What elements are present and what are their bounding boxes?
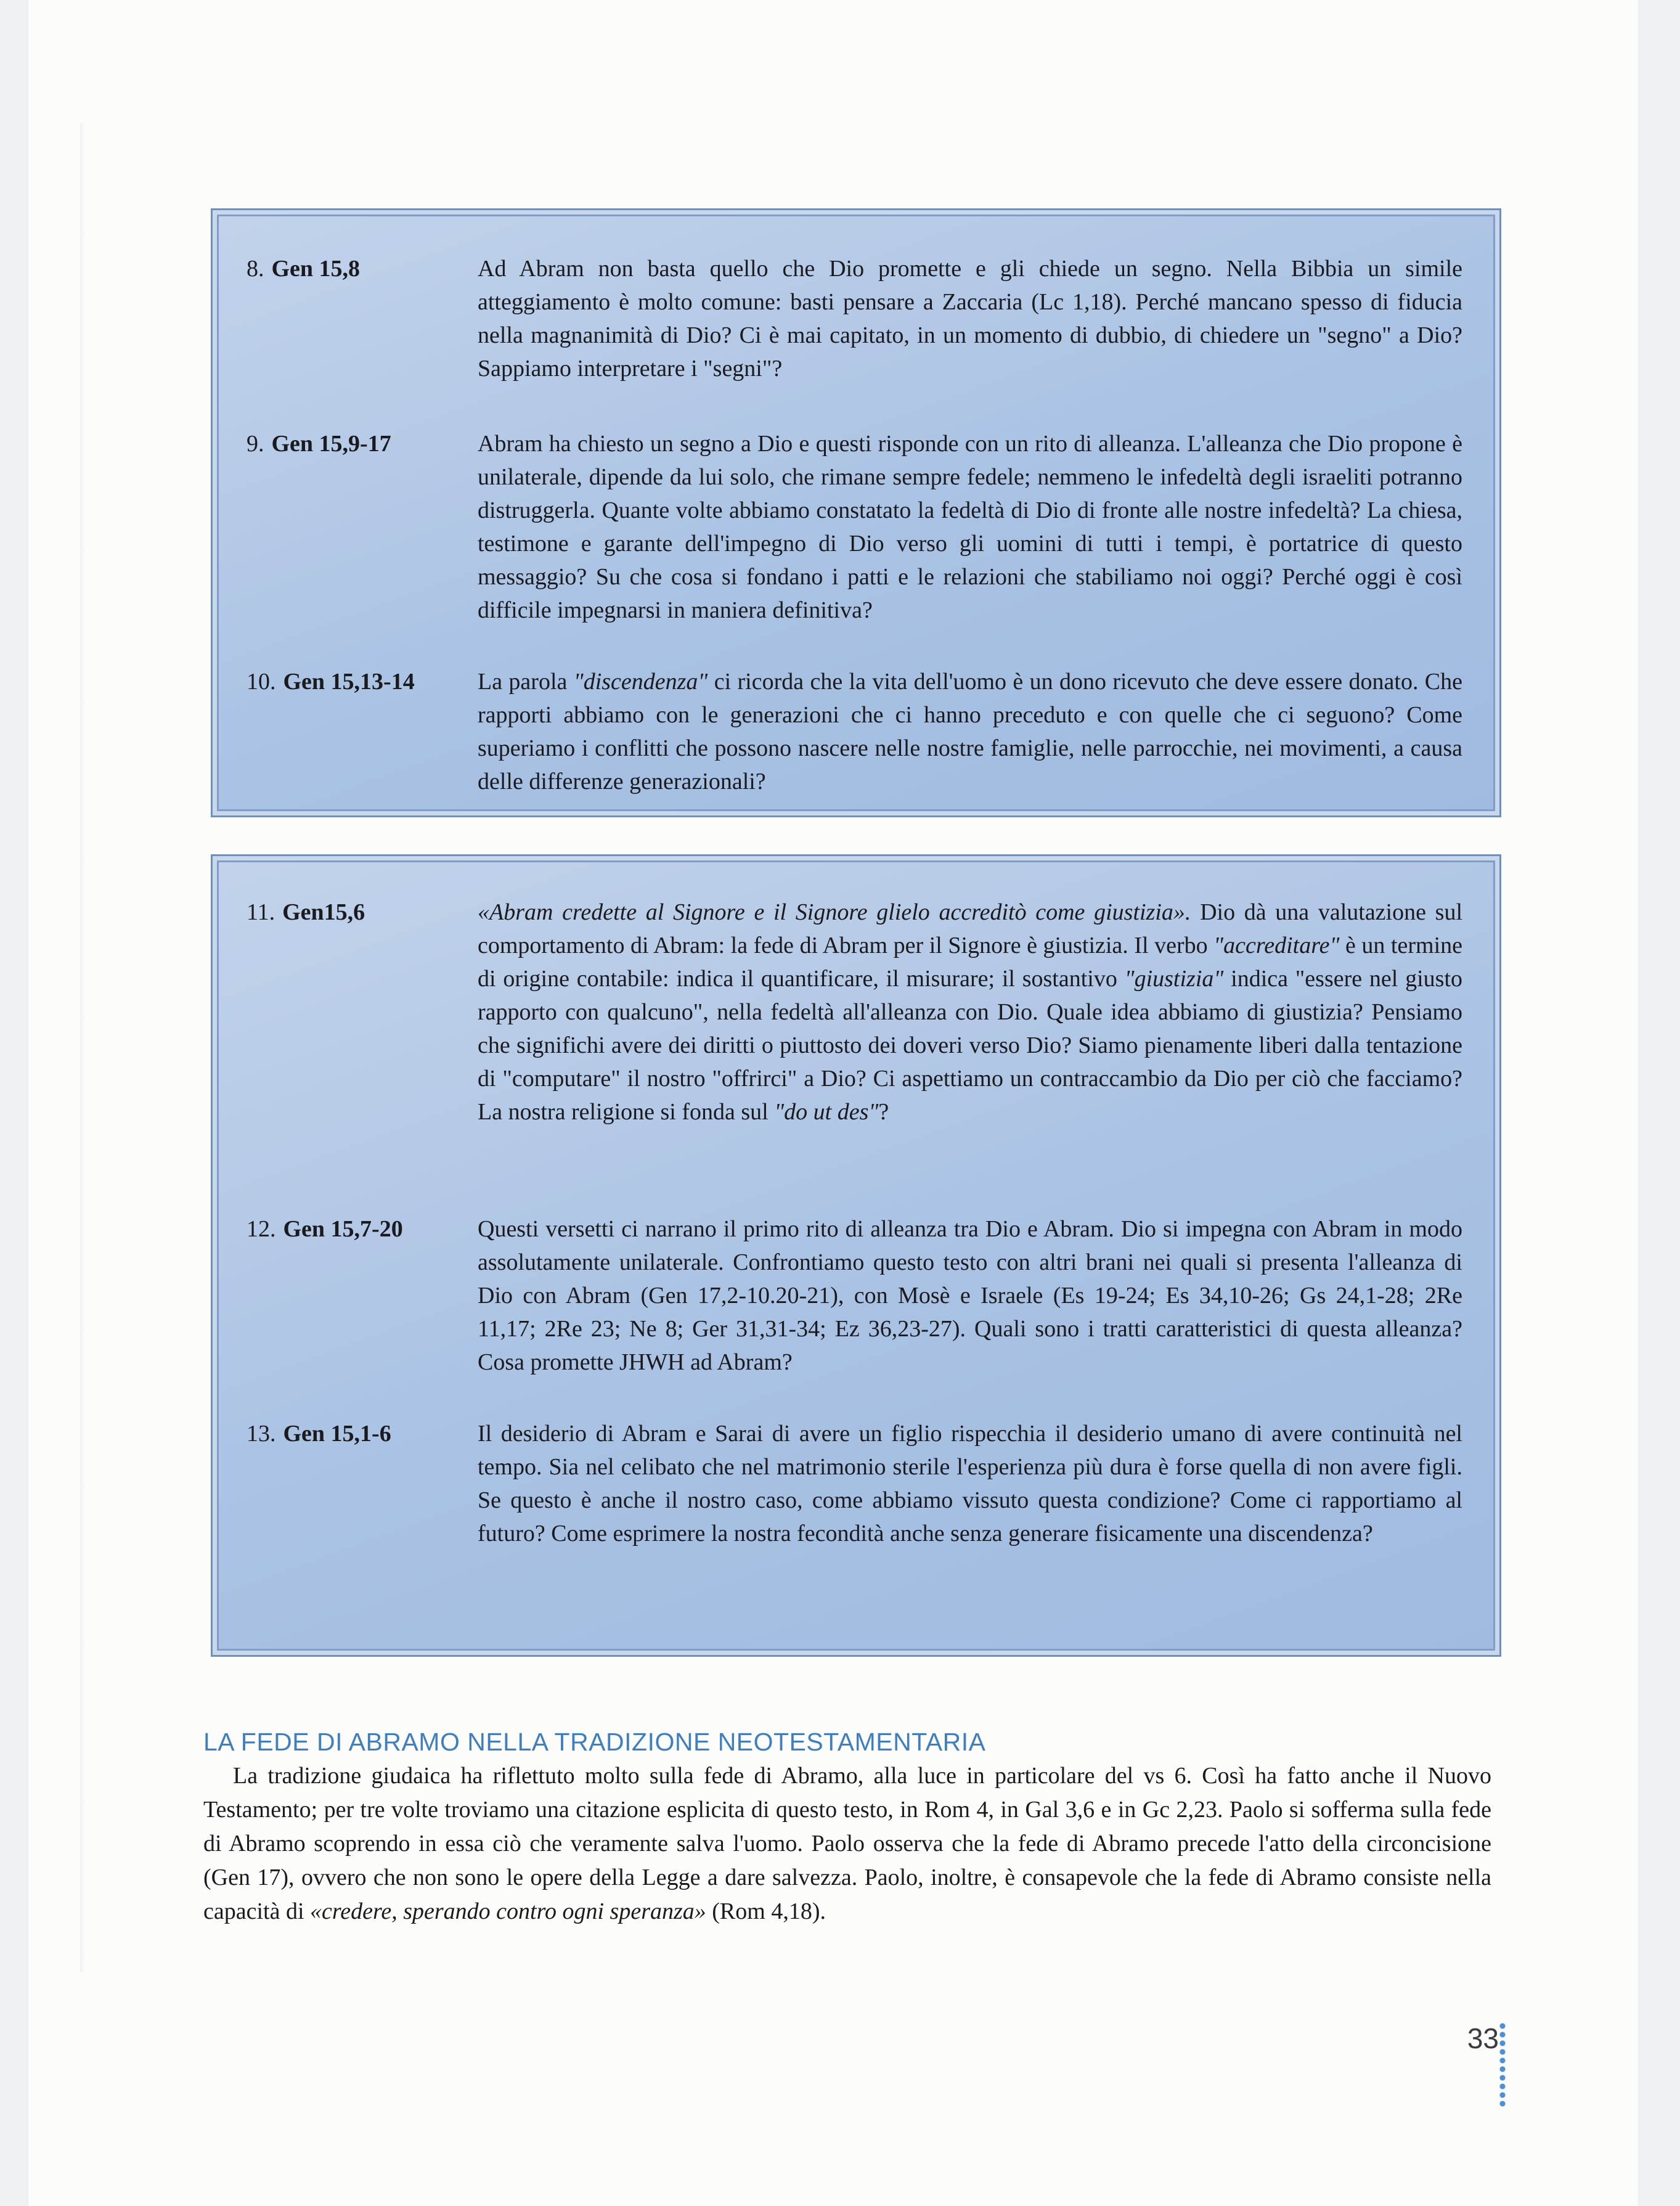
question-text: [478, 665, 1462, 798]
italic-term: "do ut des": [774, 1099, 879, 1125]
question-reference: [247, 1212, 468, 1246]
question-box-2: [211, 854, 1501, 1657]
text-segment: ci ricorda che la vita dell'uomo è un dono ricevuto che deve essere donato. Che rapporti abbiamo con le generazioni che ci hanno preceduto e con quelle che ci seguono? Come superiamo i conflitti che possono nascere nelle nostre famiglie, nelle parrocchie, nei movimenti, a causa delle differenze generazionali?: [478, 669, 1463, 795]
question-text: Questi versetti ci narrano il primo rito di alleanza tra Dio e Abram. Dio si impegna con Abram in modo assolutamente unilaterale. Confrontiamo questo testo con altri brani nei quali si presenta l'alleanza di Dio con Abram (Gen 17,2-10.20-21), con Mosè e Israele (Es 19-24; Es 34,10-26; Gs 24,1-28; 2Re 11,17; 2Re 23; Ne 8; Ger 31,31-34; Ez 36,23-27). Quali sono i tratti caratteristici di questa alleanza? Cosa promette JHWH ad Abram?: [478, 1216, 1462, 1375]
question-number: 11.: [247, 899, 275, 925]
text-segment: (Rom 4,18).: [706, 1898, 826, 1924]
bible-citation: Gen 15,8: [271, 256, 361, 282]
section-heading: LA FEDE DI ABRAMO NELLA TRADIZIONE NEOTESTAMENTARIA: [203, 1728, 986, 1756]
question-number: 13.: [247, 1421, 276, 1447]
question-reference: [247, 665, 468, 698]
question-number: 8.: [247, 256, 264, 282]
question-reference: [247, 896, 468, 929]
section-paragraph: [203, 1759, 1491, 1929]
bible-citation: Gen 15,13-14: [283, 669, 415, 695]
italic-term: "discendenza": [573, 669, 708, 695]
question-box-1: [211, 208, 1501, 817]
page-gutter-shadow: [80, 123, 85, 1972]
italic-term: "giustizia": [1124, 966, 1224, 992]
question-text: [478, 896, 1462, 1129]
bible-citation: Gen15,6: [282, 899, 365, 925]
bible-citation: Gen 15,9-17: [271, 431, 391, 457]
text-segment: Dio dà una valutazione sul comportamento di Abram: la fede di Abram per il Signore è giustizia. Il verbo: [478, 899, 1462, 958]
italic-quote: «credere, sperando contro ogni speranza»: [310, 1898, 706, 1924]
italic-term: "accreditare": [1213, 933, 1340, 958]
question-text: Ad Abram non basta quello che Dio promette e gli chiede un segno. Nella Bibbia un simile atteggiamento è molto comune: basti pensare a Zaccaria (Lc 1,18). Perché mancano spesso di fiducia nella magnanimità di Dio? Ci è mai capitato, in un momento di dubbio, di chiedere un "segno" a Dio? Sappiamo interpretare i "segni"?: [478, 256, 1462, 382]
page-number-dotted-rule: [1499, 2022, 1506, 2108]
question-number: 9.: [247, 431, 264, 457]
bible-citation: Gen 15,7-20: [283, 1216, 403, 1242]
question-reference: [247, 252, 468, 285]
italic-quote: «Abram credette al Signore e il Signore glielo accreditò come giustizia».: [478, 899, 1191, 925]
text-segment: è un termine di origine contabile: indica il quantificare, il misurare; il sostantivo: [478, 933, 1462, 992]
question-reference: [247, 427, 468, 460]
bible-citation: Gen 15,1-6: [283, 1421, 391, 1447]
text-segment: La parola: [478, 669, 574, 695]
text-segment: ?: [878, 1099, 889, 1125]
question-reference: [247, 1417, 468, 1450]
question-number: 12.: [247, 1216, 276, 1242]
page-number: 33: [1467, 2022, 1499, 2054]
question-number: 10.: [247, 669, 276, 695]
text-segment: indica "essere nel giusto rapporto con qualcuno", nella fedeltà all'alleanza con Dio. Quale idea abbiamo di giustizia? Pensiamo che significhi avere dei diritti o piuttosto dei doveri verso Dio? Siamo pienamente liberi dalla tentazione di "computare" il nostro "offrirci" a Dio? Ci aspettiamo un contraccambio da Dio per ciò che facciamo? La nostra religione si fonda sul: [478, 966, 1463, 1125]
question-text: Abram ha chiesto un segno a Dio e questi risponde con un rito di alleanza. L'alleanza che Dio propone è unilaterale, dipende da lui solo, che rimane sempre fedele; nemmeno le infedeltà degli israeliti potranno distruggerla. Quante volte abbiamo constatato la fedeltà di Dio di fronte alle nostre infedeltà? La chiesa, testimone e garante dell'impegno di Dio verso gli uomini di tutti i tempi, è portatrice di questo messaggio? Su che cosa si fondano i patti e le relazioni che stabiliamo noi oggi? Perché oggi è così difficile impegnarsi in maniera definitiva?: [478, 431, 1462, 623]
text-segment: La tradizione giudaica ha riflettuto molto sulla fede di Abramo, alla luce in particolare del vs 6. Così ha fatto anche il Nuovo Testamento; per tre volte troviamo una citazione esplicita di questo testo, in Rom 4, in Gal 3,6 e in Gc 2,23. Paolo si sofferma sulla fede di Abramo scoprendo in essa ciò che veramente salva l'uomo. Paolo osserva che la fede di Abramo precede l'atto della circoncisione (Gen 17), ovvero che non sono le opere della Legge a dare salvezza. Paolo, inoltre, è consapevole che la fede di Abramo consiste nella capacità di: [203, 1763, 1491, 1924]
question-text: Il desiderio di Abram e Sarai di avere un figlio rispecchia il desiderio umano di avere continuità nel tempo. Sia nel celibato che nel matrimonio sterile l'esperienza più dura è forse quella di non avere figli. Se questo è anche il nostro caso, come abbiamo vissuto questa condizione? Come ci rapportiamo al futuro? Come esprimere la nostra fecondità anche senza generare fisicamente una discendenza?: [478, 1421, 1462, 1546]
